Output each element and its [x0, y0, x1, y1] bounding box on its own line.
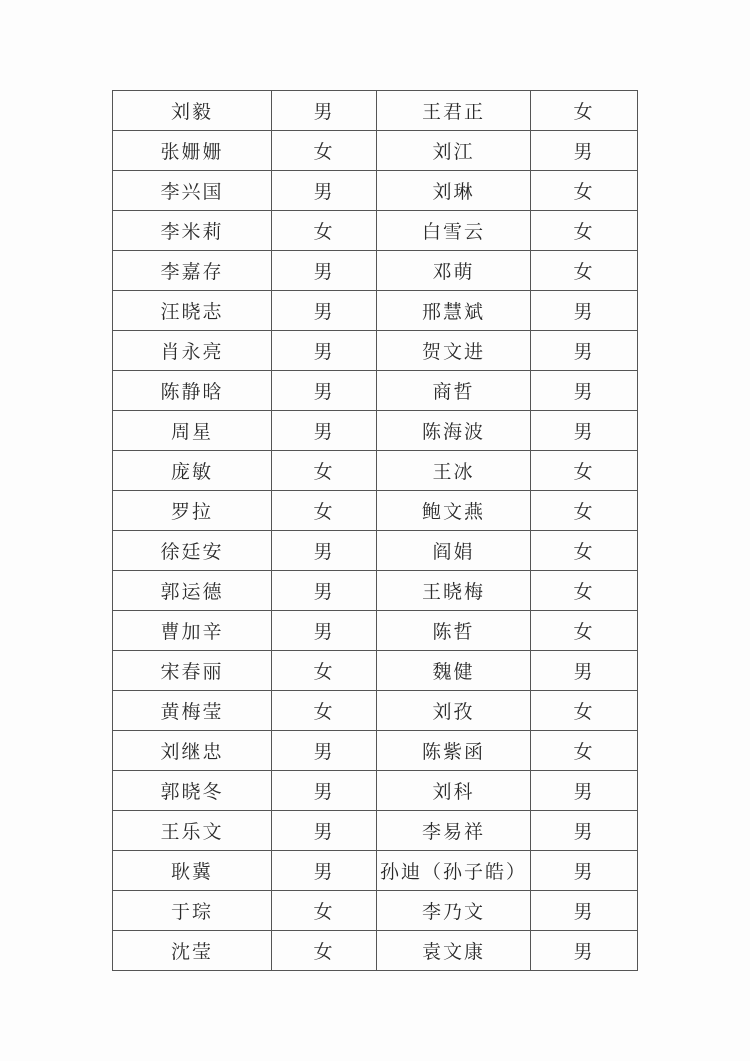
gender-cell-right: 女	[531, 611, 638, 651]
name-cell-left: 王乐文	[113, 811, 272, 851]
gender-cell-right: 女	[531, 251, 638, 291]
name-cell-right: 陈紫函	[377, 731, 531, 771]
gender-cell-left: 男	[272, 331, 377, 371]
gender-cell-left: 男	[272, 371, 377, 411]
name-cell-left: 郭运德	[113, 571, 272, 611]
gender-cell-right: 女	[531, 211, 638, 251]
gender-cell-left: 男	[272, 731, 377, 771]
table-row	[113, 691, 638, 731]
gender-cell-left: 男	[272, 411, 377, 451]
name-cell-left: 郭晓冬	[113, 771, 272, 811]
name-cell-left: 刘毅	[113, 91, 272, 131]
table-row	[113, 931, 638, 971]
gender-cell-right: 男	[531, 851, 638, 891]
gender-cell-right: 男	[531, 291, 638, 331]
name-cell-right: 刘琳	[377, 171, 531, 211]
name-cell-left: 黄梅莹	[113, 691, 272, 731]
gender-cell-left: 男	[272, 611, 377, 651]
name-cell-right: 袁文康	[377, 931, 531, 971]
gender-cell-right: 女	[531, 491, 638, 531]
name-cell-right: 王君正	[377, 91, 531, 131]
gender-cell-right: 男	[531, 331, 638, 371]
name-cell-left: 庞敏	[113, 451, 272, 491]
gender-cell-right: 男	[531, 811, 638, 851]
name-cell-right: 刘科	[377, 771, 531, 811]
gender-cell-right: 女	[531, 571, 638, 611]
gender-cell-right: 男	[531, 891, 638, 931]
table-row	[113, 291, 638, 331]
name-cell-left: 李嘉存	[113, 251, 272, 291]
name-cell-left: 罗拉	[113, 491, 272, 531]
name-cell-left: 沈莹	[113, 931, 272, 971]
gender-cell-left: 男	[272, 91, 377, 131]
name-cell-right: 邓萌	[377, 251, 531, 291]
gender-cell-left: 女	[272, 451, 377, 491]
gender-cell-left: 男	[272, 171, 377, 211]
table-row	[113, 651, 638, 691]
gender-cell-left: 男	[272, 851, 377, 891]
name-cell-right: 阎娟	[377, 531, 531, 571]
gender-cell-left: 女	[272, 491, 377, 531]
name-cell-left: 陈静晗	[113, 371, 272, 411]
name-cell-left: 李米莉	[113, 211, 272, 251]
table-body	[113, 91, 638, 971]
gender-cell-right: 男	[531, 411, 638, 451]
gender-cell-left: 男	[272, 811, 377, 851]
table-row	[113, 491, 638, 531]
table-row	[113, 771, 638, 811]
name-cell-right: 陈海波	[377, 411, 531, 451]
name-cell-left: 于琮	[113, 891, 272, 931]
gender-cell-left: 女	[272, 891, 377, 931]
table-row	[113, 451, 638, 491]
table-row	[113, 731, 638, 771]
gender-cell-right: 女	[531, 531, 638, 571]
name-cell-left: 耿冀	[113, 851, 272, 891]
name-cell-right: 陈哲	[377, 611, 531, 651]
gender-cell-left: 女	[272, 691, 377, 731]
table-row	[113, 331, 638, 371]
gender-cell-left: 男	[272, 251, 377, 291]
gender-cell-left: 女	[272, 651, 377, 691]
gender-cell-right: 女	[531, 691, 638, 731]
table-row	[113, 851, 638, 891]
name-cell-left: 李兴国	[113, 171, 272, 211]
gender-cell-left: 男	[272, 771, 377, 811]
name-cell-right: 孙迪（孙子皓）	[377, 851, 531, 891]
gender-cell-right: 女	[531, 451, 638, 491]
name-cell-right: 王晓梅	[377, 571, 531, 611]
name-cell-left: 肖永亮	[113, 331, 272, 371]
gender-cell-right: 男	[531, 771, 638, 811]
table-row	[113, 411, 638, 451]
name-gender-table	[112, 90, 638, 971]
gender-cell-left: 女	[272, 131, 377, 171]
name-cell-right: 刘江	[377, 131, 531, 171]
gender-cell-left: 男	[272, 291, 377, 331]
gender-cell-right: 女	[531, 171, 638, 211]
gender-cell-left: 男	[272, 571, 377, 611]
gender-cell-left: 女	[272, 211, 377, 251]
name-cell-left: 徐廷安	[113, 531, 272, 571]
gender-cell-right: 男	[531, 651, 638, 691]
table-row	[113, 371, 638, 411]
table-row	[113, 171, 638, 211]
name-cell-left: 张姗姗	[113, 131, 272, 171]
table-row	[113, 811, 638, 851]
table-row	[113, 571, 638, 611]
name-cell-left: 汪晓志	[113, 291, 272, 331]
name-cell-right: 鲍文燕	[377, 491, 531, 531]
name-cell-right: 商哲	[377, 371, 531, 411]
gender-cell-left: 男	[272, 531, 377, 571]
name-cell-right: 魏健	[377, 651, 531, 691]
name-cell-right: 王冰	[377, 451, 531, 491]
gender-cell-right: 女	[531, 91, 638, 131]
name-cell-left: 周星	[113, 411, 272, 451]
table-row	[113, 131, 638, 171]
gender-cell-right: 男	[531, 131, 638, 171]
name-cell-right: 刘孜	[377, 691, 531, 731]
table-row	[113, 251, 638, 291]
table-row	[113, 891, 638, 931]
name-cell-right: 李易祥	[377, 811, 531, 851]
name-cell-right: 贺文进	[377, 331, 531, 371]
gender-cell-right: 女	[531, 731, 638, 771]
table-row	[113, 91, 638, 131]
name-cell-left: 宋春丽	[113, 651, 272, 691]
name-cell-right: 白雪云	[377, 211, 531, 251]
gender-cell-right: 男	[531, 371, 638, 411]
name-cell-left: 刘继忠	[113, 731, 272, 771]
name-cell-right: 邢慧斌	[377, 291, 531, 331]
name-cell-left: 曹加辛	[113, 611, 272, 651]
gender-cell-left: 女	[272, 931, 377, 971]
name-cell-right: 李乃文	[377, 891, 531, 931]
table-row	[113, 211, 638, 251]
table-row	[113, 531, 638, 571]
gender-cell-right: 男	[531, 931, 638, 971]
table-row	[113, 611, 638, 651]
